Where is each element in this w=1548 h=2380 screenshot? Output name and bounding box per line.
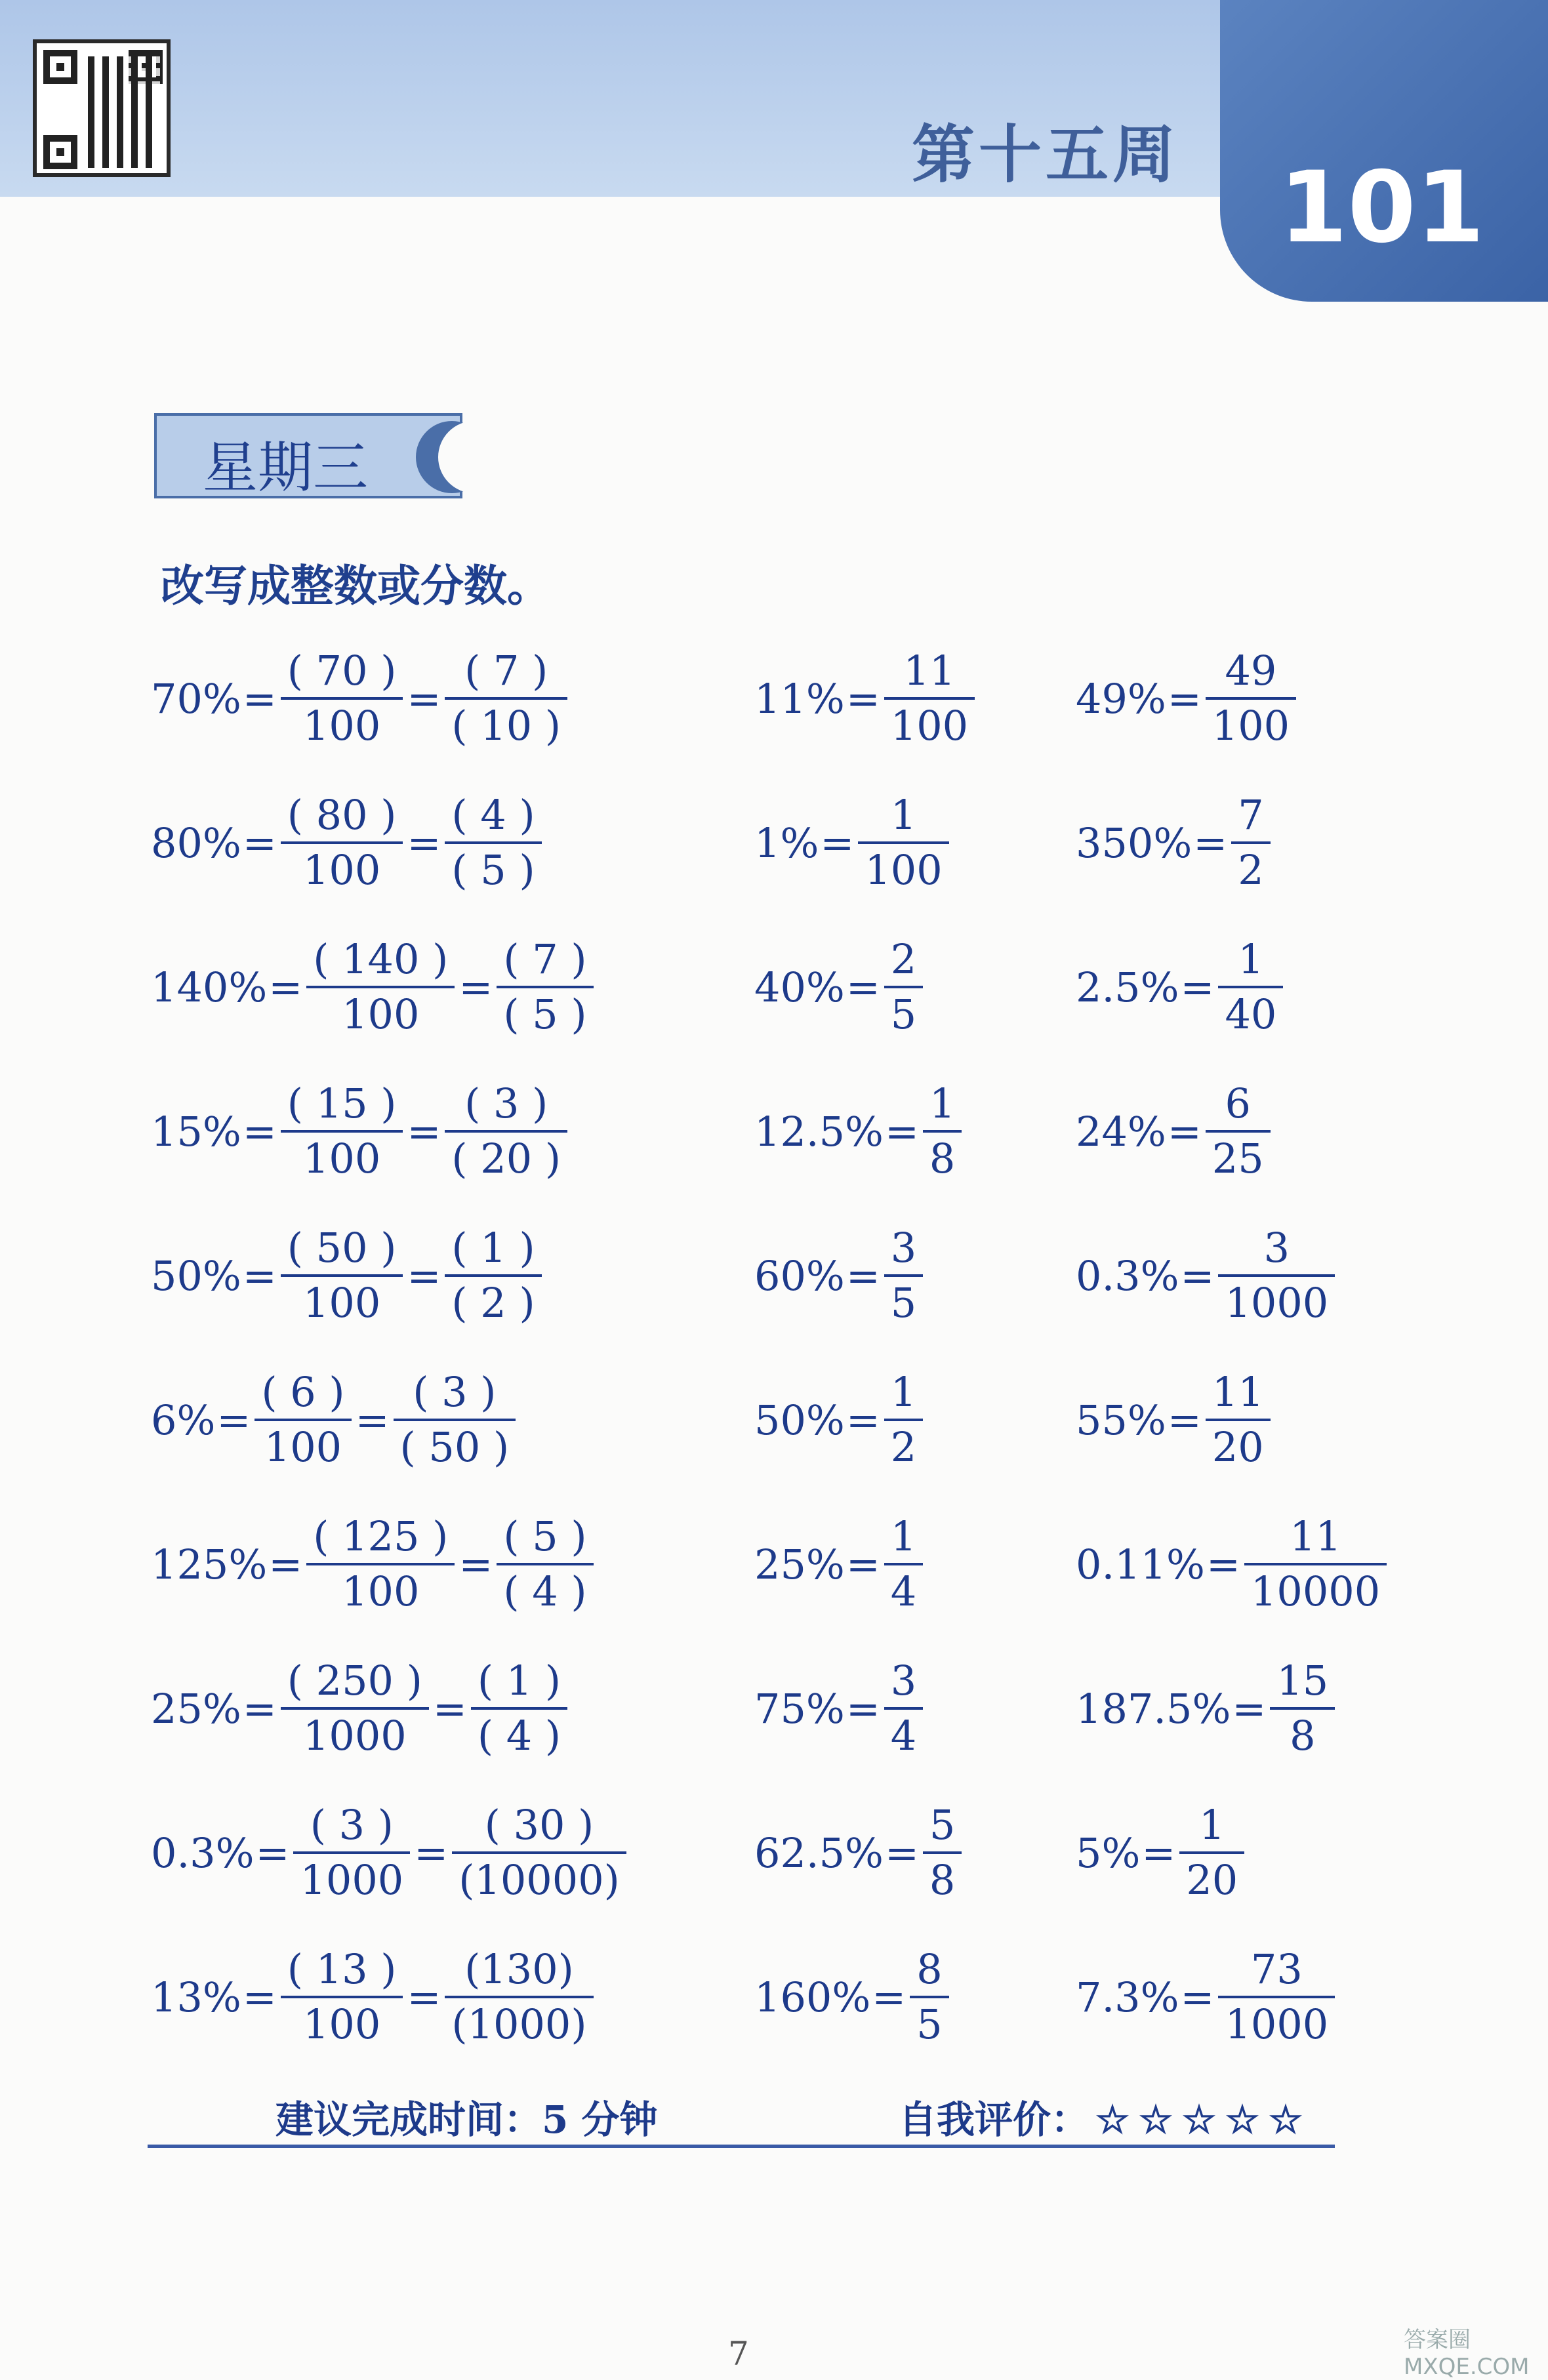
fraction-answer: [1206, 645, 1296, 752]
suggested-time: 建议完成时间：5 分钟: [275, 2097, 658, 2142]
numerator: 3: [890, 1657, 917, 1704]
fraction-answer: [1244, 1510, 1387, 1618]
percent-value: 140%: [151, 963, 268, 1011]
denominator: 1000: [1225, 2000, 1329, 2048]
percent-value: 15%: [151, 1107, 241, 1156]
fraction-step2: [445, 789, 541, 897]
fraction-step2: [497, 1510, 593, 1618]
conversion-item: 24% = $\frac{6}{25}$: [1076, 1066, 1273, 1197]
exercise-row: [0, 1354, 1548, 1485]
denominator: (10000): [458, 1856, 620, 1904]
denominator: 40: [1225, 990, 1277, 1038]
numerator: 1: [890, 791, 917, 839]
denominator: 20: [1212, 1423, 1264, 1471]
fraction-step2: [445, 1943, 593, 2051]
percent-value: 1%: [754, 818, 819, 867]
fraction-step1: [281, 1078, 403, 1185]
denominator: ( 4 ): [477, 1712, 561, 1760]
fraction-answer: [1179, 1799, 1244, 1906]
percent-value: 11%: [754, 674, 845, 723]
watermark: 答案圈 MXQE.COM: [1404, 2327, 1530, 2380]
fraction-answer: [1218, 1943, 1335, 2051]
denominator: 8: [1290, 1712, 1316, 1760]
fraction-step2: [445, 1222, 541, 1329]
percent-value: 0.3%: [1076, 1251, 1179, 1300]
denominator: 100: [302, 702, 381, 750]
percent-value: 40%: [754, 963, 845, 1011]
fraction-step1: [255, 1366, 351, 1474]
conversion-item: 12.5% = $\frac{1}{8}$: [754, 1066, 964, 1197]
conversion-item: 350% = $\frac{7}{2}$: [1076, 777, 1273, 908]
numerator: ( 3 ): [413, 1368, 497, 1416]
day-tab: [154, 413, 462, 498]
fraction-answer: [884, 1655, 923, 1762]
fraction-answer: [884, 1222, 923, 1329]
fraction-answer: [1231, 789, 1270, 897]
percent-value: 70%: [151, 674, 241, 723]
fraction-step2: [445, 1078, 567, 1185]
denominator: 20: [1186, 1856, 1238, 1904]
conversion-item: 60% = $\frac{3}{5}$: [754, 1210, 926, 1341]
numerator: 6: [1225, 1079, 1251, 1127]
numerator: ( 80 ): [287, 791, 397, 839]
bottom-mark: 7: [728, 2335, 749, 2373]
fraction-step1: [281, 1655, 429, 1762]
fraction-answer: [910, 1943, 948, 2051]
percent-value: 80%: [151, 818, 241, 867]
percent-value: 2.5%: [1076, 963, 1179, 1011]
conversion-item: 1% = $\frac{1}{100}$: [754, 777, 952, 908]
conversion-item: 7.3% = $\frac{73}{1000}$: [1076, 1931, 1337, 2063]
percent-value: 25%: [151, 1684, 241, 1733]
numerator: ( 125 ): [313, 1512, 449, 1560]
numerator: ( 3 ): [464, 1079, 548, 1127]
fraction-answer: [1218, 933, 1283, 1041]
exercise-row: [0, 921, 1548, 1053]
fraction-step1: [281, 789, 403, 897]
percent-value: 50%: [151, 1251, 241, 1300]
conversion-item: 0.3% = $\frac{3}{1000}$: [1076, 1210, 1337, 1341]
percent-value: 25%: [754, 1540, 845, 1588]
conversion-item: 5% = $\frac{1}{20}$: [1076, 1787, 1247, 1918]
day-label: 星期三: [203, 435, 369, 500]
numerator: ( 1 ): [451, 1224, 535, 1272]
denominator: ( 5 ): [451, 846, 535, 894]
numerator: ( 7 ): [503, 935, 587, 983]
qr-code: [33, 39, 171, 177]
denominator: 100: [342, 1567, 420, 1615]
denominator: 10000: [1250, 1567, 1381, 1615]
denominator: 100: [264, 1423, 342, 1471]
numerator: 1: [1199, 1801, 1225, 1849]
page-number: 101: [1279, 151, 1485, 265]
denominator: 25: [1212, 1135, 1264, 1182]
fraction-answer: [1206, 1366, 1271, 1474]
exercise-row: [0, 1499, 1548, 1630]
fraction-answer: [884, 645, 975, 752]
conversion-item: 70% = $\frac{( 70 )}{100}$ = $\frac{( 7 )}{( 10 )}$: [151, 633, 570, 764]
conversion-item: 25% = $\frac{1}{4}$: [754, 1499, 926, 1630]
percent-value: 7.3%: [1076, 1973, 1179, 2021]
fraction-step2: [445, 645, 567, 752]
fraction-answer: [923, 1799, 962, 1906]
self-evaluation: [899, 2089, 1312, 2144]
fraction-answer: [1218, 1222, 1335, 1329]
conversion-item: 6% = $\frac{( 6 )}{100}$ = $\frac{( 3 )}{( 50 )}$: [151, 1354, 518, 1485]
numerator: ( 6 ): [261, 1368, 345, 1416]
fraction-step2: [452, 1799, 626, 1906]
fraction-answer: [923, 1078, 962, 1185]
numerator: 49: [1225, 647, 1277, 695]
conversion-item: 55% = $\frac{11}{20}$: [1076, 1354, 1273, 1485]
fraction-answer: [884, 1510, 923, 1618]
denominator: 5: [916, 2000, 943, 2048]
denominator: 100: [302, 1135, 381, 1182]
denominator: 2: [890, 1423, 917, 1471]
denominator: 1000: [1225, 1279, 1329, 1327]
conversion-item: 160% = $\frac{8}{5}$: [754, 1931, 952, 2063]
exercise-row: [0, 1066, 1548, 1197]
week-title: 第十五周: [912, 118, 1179, 192]
fraction-step1: [281, 645, 403, 752]
percent-value: 12.5%: [754, 1107, 884, 1156]
conversion-item: 62.5% = $\frac{5}{8}$: [754, 1787, 964, 1918]
percent-value: 50%: [754, 1396, 845, 1444]
fraction-step1: [293, 1799, 410, 1906]
denominator: (1000): [451, 2000, 587, 2048]
conversion-item: 125% = $\frac{( 125 )}{100}$ = $\frac{( 5 )}{( 4 )}$: [151, 1499, 596, 1630]
exercise-row: [0, 777, 1548, 908]
percent-value: 0.11%: [1076, 1540, 1205, 1588]
percent-value: 350%: [1076, 818, 1192, 867]
percent-value: 5%: [1076, 1828, 1141, 1877]
conversion-item: 40% = $\frac{2}{5}$: [754, 921, 926, 1053]
denominator: 1000: [300, 1856, 404, 1904]
numerator: 15: [1276, 1657, 1329, 1704]
conversion-item: 2.5% = $\frac{1}{40}$: [1076, 921, 1286, 1053]
fraction-step1: [306, 933, 455, 1041]
denominator: 100: [890, 702, 969, 750]
numerator: ( 50 ): [287, 1224, 397, 1272]
conversion-item: 75% = $\frac{3}{4}$: [754, 1643, 926, 1774]
percent-value: 62.5%: [754, 1828, 884, 1877]
fraction-answer: [1270, 1655, 1335, 1762]
denominator: 100: [302, 1279, 381, 1327]
fraction-answer: [884, 1366, 923, 1474]
fraction-answer: [858, 789, 948, 897]
numerator: 11: [1212, 1368, 1264, 1416]
numerator: 73: [1250, 1945, 1303, 1993]
conversion-item: 140% = $\frac{( 140 )}{100}$ = $\frac{( 7 )}{( 5 )}$: [151, 921, 596, 1053]
numerator: 2: [890, 935, 917, 983]
numerator: ( 140 ): [313, 935, 449, 983]
numerator: (130): [464, 1945, 574, 1993]
conversion-item: 25% = $\frac{( 250 )}{1000}$ = $\frac{( 1 )}{( 4 )}$: [151, 1643, 570, 1774]
numerator: 11: [903, 647, 956, 695]
percent-value: 187.5%: [1076, 1684, 1231, 1733]
denominator: 4: [890, 1567, 917, 1615]
numerator: 1: [929, 1079, 956, 1127]
percent-value: 55%: [1076, 1396, 1166, 1444]
denominator: 4: [890, 1712, 917, 1760]
denominator: 2: [1238, 846, 1264, 894]
numerator: ( 250 ): [287, 1657, 422, 1704]
denominator: ( 5 ): [503, 990, 587, 1038]
conversion-item: 0.11% = $\frac{11}{10000}$: [1076, 1499, 1389, 1630]
fraction-step2: [471, 1655, 567, 1762]
numerator: ( 70 ): [287, 647, 397, 695]
numerator: ( 3 ): [310, 1801, 394, 1849]
fraction-step2: [497, 933, 593, 1041]
exercise-row: [0, 633, 1548, 764]
numerator: 1: [890, 1512, 917, 1560]
numerator: 7: [1238, 791, 1264, 839]
percent-value: 160%: [754, 1973, 871, 2021]
denominator: 5: [890, 990, 917, 1038]
fraction-answer: [884, 933, 923, 1041]
percent-value: 24%: [1076, 1107, 1166, 1156]
star-rating-icons[interactable]: ☆☆☆☆☆: [1095, 2097, 1312, 2142]
numerator: ( 15 ): [287, 1079, 397, 1127]
numerator: ( 5 ): [503, 1512, 587, 1560]
percent-value: 49%: [1076, 674, 1166, 723]
numerator: ( 30 ): [484, 1801, 594, 1849]
numerator: ( 13 ): [287, 1945, 397, 1993]
numerator: 8: [916, 1945, 943, 1993]
numerator: 1: [890, 1368, 917, 1416]
percent-value: 0.3%: [151, 1828, 255, 1877]
fraction-step1: [306, 1510, 455, 1618]
numerator: 11: [1290, 1512, 1341, 1560]
exercise-row: [0, 1931, 1548, 2063]
conversion-item: 187.5% = $\frac{15}{8}$: [1076, 1643, 1337, 1774]
percent-value: 60%: [754, 1251, 845, 1300]
numerator: ( 1 ): [477, 1657, 561, 1704]
denominator: 100: [302, 846, 381, 894]
denominator: ( 10 ): [451, 702, 561, 750]
denominator: 1000: [302, 1712, 407, 1760]
exercise-row: [0, 1210, 1548, 1341]
exercise-row: [0, 1787, 1548, 1918]
fraction-step2: [394, 1366, 516, 1474]
numerator: ( 4 ): [451, 791, 535, 839]
fraction-step1: [281, 1222, 403, 1329]
fraction-answer: [1206, 1078, 1271, 1185]
footer-divider: [148, 2145, 1335, 2148]
numerator: 3: [1263, 1224, 1290, 1272]
conversion-item: 0.3% = $\frac{( 3 )}{1000}$ = $\frac{( 30 )}{(10000)}$: [151, 1787, 629, 1918]
denominator: ( 4 ): [503, 1567, 587, 1615]
denominator: 100: [865, 846, 943, 894]
moon-icon: [416, 421, 488, 493]
numerator: 1: [1238, 935, 1264, 983]
conversion-item: 50% = $\frac{1}{2}$: [754, 1354, 926, 1485]
denominator: 5: [890, 1279, 917, 1327]
denominator: 100: [342, 990, 420, 1038]
denominator: 100: [302, 2000, 381, 2048]
percent-value: 6%: [151, 1396, 216, 1444]
conversion-item: 11% = $\frac{11}{100}$: [754, 633, 977, 764]
conversion-item: 13% = $\frac{( 13 )}{100}$ = $\frac{(130)}{(1000)}$: [151, 1931, 596, 2063]
instruction: 改写成整数或分数。: [161, 561, 550, 611]
self-evaluation-label: 自我评价：: [899, 2097, 1090, 2142]
conversion-item: 15% = $\frac{( 15 )}{100}$ = $\frac{( 3 )}{( 20 )}$: [151, 1066, 570, 1197]
denominator: ( 50 ): [399, 1423, 510, 1471]
conversion-item: 50% = $\frac{( 50 )}{100}$ = $\frac{( 1 )}{( 2 )}$: [151, 1210, 544, 1341]
numerator: ( 7 ): [464, 647, 548, 695]
percent-value: 75%: [754, 1684, 845, 1733]
conversion-item: 80% = $\frac{( 80 )}{100}$ = $\frac{( 4 )}{( 5 )}$: [151, 777, 544, 908]
denominator: ( 2 ): [451, 1279, 535, 1327]
percent-value: 125%: [151, 1540, 268, 1588]
numerator: 3: [890, 1224, 917, 1272]
numerator: 5: [929, 1801, 956, 1849]
fraction-step1: [281, 1943, 403, 2051]
denominator: ( 20 ): [451, 1135, 561, 1182]
denominator: 8: [929, 1135, 956, 1182]
exercise-row: [0, 1643, 1548, 1774]
conversion-item: 49% = $\frac{49}{100}$: [1076, 633, 1299, 764]
denominator: 8: [929, 1856, 956, 1904]
percent-value: 13%: [151, 1973, 241, 2021]
denominator: 100: [1212, 702, 1290, 750]
